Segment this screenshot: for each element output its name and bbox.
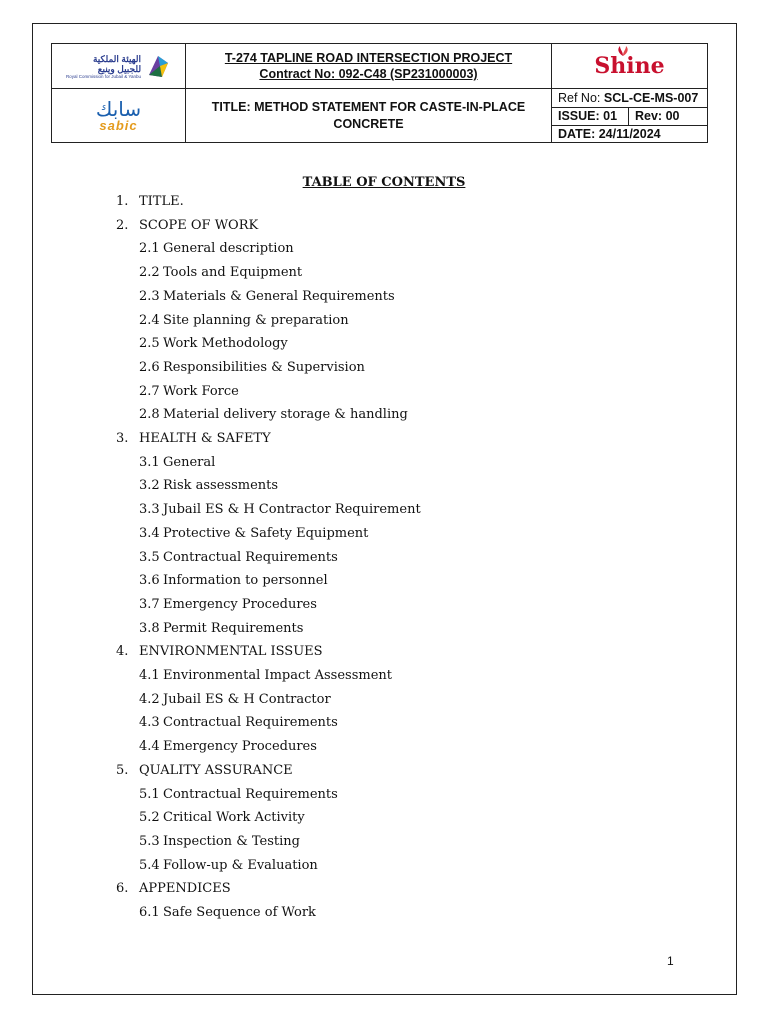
ref-label: Ref No: [558, 90, 604, 105]
toc-title: Jubail ES & H Contractor [163, 691, 331, 707]
sabic-arabic: سابك [95, 97, 142, 121]
toc-number: 2.5 [139, 336, 160, 352]
toc-subitem [139, 858, 318, 874]
toc-title: Inspection & Testing [163, 833, 300, 849]
toc-title: Site planning & preparation [163, 312, 349, 328]
toc-subitem [139, 739, 317, 755]
toc-number: 4. [116, 644, 129, 660]
toc-subitem [139, 313, 349, 329]
toc-title: Work Force [163, 383, 239, 399]
toc-title: TITLE. [139, 194, 184, 209]
toc-subitem [139, 550, 338, 566]
sabic-logo [52, 89, 186, 143]
toc-subitem [139, 384, 239, 400]
toc-number: 3.6 [139, 573, 160, 589]
toc-number: 3.5 [139, 549, 160, 565]
project-title: T-274 TAPLINE ROAD INTERSECTION PROJECT [224, 51, 513, 65]
toc-item [116, 763, 293, 779]
toc-title: Critical Work Activity [163, 810, 305, 826]
toc-subitem [139, 502, 421, 518]
toc-number: 3.7 [139, 596, 160, 612]
meta-cell [552, 89, 708, 143]
toc-subitem [139, 478, 278, 494]
toc-title: Tools and Equipment [163, 265, 303, 281]
issue-number: ISSUE: 01 [552, 107, 629, 125]
toc-number: 3.3 [139, 502, 160, 518]
contract-number: Contract No: 092-C48 (SP231000003) [259, 67, 478, 81]
toc-number: 3. [116, 431, 129, 446]
shine-logo-cell [552, 44, 708, 89]
toc-subitem [139, 715, 338, 731]
toc-number: 6. [116, 881, 129, 897]
toc-item [116, 431, 271, 447]
toc-number: 5.2 [139, 810, 160, 826]
toc-number: 2.7 [139, 383, 160, 399]
rc-arabic-line2: للجبيل وينبع [97, 63, 142, 74]
royal-commission-emblem-icon [145, 53, 171, 79]
project-cell [186, 44, 552, 89]
toc-number: 3.1 [139, 454, 160, 470]
toc-number: 5.4 [139, 857, 160, 873]
toc-title: Contractual Requirements [163, 786, 338, 802]
toc-title: Emergency Procedures [163, 596, 317, 612]
toc-number: 4.4 [139, 739, 160, 755]
toc-title: HEALTH & SAFETY [139, 431, 271, 446]
toc-subitem [139, 597, 317, 613]
toc-number: 2. [116, 217, 129, 233]
toc-subitem [139, 289, 395, 305]
toc-number: 2.2 [139, 265, 160, 281]
toc-subitem [139, 336, 288, 352]
toc-title: Emergency Procedures [163, 739, 317, 755]
toc-subitem [139, 455, 215, 471]
toc-number: 5.1 [139, 786, 160, 802]
toc-heading: TABLE OF CONTENTS [302, 175, 466, 190]
toc-title: Work Methodology [163, 336, 288, 352]
toc-item [116, 218, 258, 234]
toc-number: 3.2 [139, 478, 160, 494]
toc-title: Protective & Safety Equipment [163, 525, 369, 541]
shine-flame-icon [614, 46, 632, 56]
toc-title: Contractual Requirements [163, 715, 338, 731]
toc-number: 4.1 [139, 668, 160, 683]
toc-number: 4.2 [139, 691, 160, 707]
toc-subitem [139, 241, 294, 257]
toc-subitem [139, 360, 365, 376]
rc-english-name: Royal Commission for Jubail & Yanbu [65, 73, 142, 79]
toc-subitem [139, 692, 331, 708]
toc-subitem [139, 810, 305, 826]
toc-title: SCOPE OF WORK [139, 217, 259, 233]
toc-subitem [139, 407, 408, 423]
toc-number: 3.4 [139, 525, 160, 541]
toc-title: Follow-up & Evaluation [163, 857, 318, 873]
toc-title: Material delivery storage & handling [163, 407, 408, 423]
toc-subitem [139, 905, 316, 921]
toc-title: Materials & General Requirements [163, 288, 395, 304]
toc-number: 2.3 [139, 288, 160, 304]
toc-subitem [139, 621, 303, 637]
toc-number: 2.1 [139, 241, 160, 257]
toc-number: 3.8 [139, 620, 160, 636]
toc-title: General description [163, 241, 294, 257]
toc-subitem [139, 834, 300, 850]
toc-item [116, 194, 184, 210]
revision-number: Rev: 00 [629, 107, 708, 125]
royal-commission-logo [52, 44, 186, 89]
toc-number: 2.4 [139, 312, 160, 328]
toc-subitem [139, 526, 368, 542]
toc-title: Risk assessments [163, 478, 279, 494]
shine-logo [594, 52, 665, 79]
toc-title: Environmental Impact Assessment [163, 668, 392, 683]
toc-item [116, 644, 323, 660]
issue-date: DATE: 24/11/2024 [558, 126, 661, 141]
toc-title: APPENDICES [139, 881, 231, 897]
toc-title: ENVIRONMENTAL ISSUES [139, 644, 323, 660]
ref-value: SCL-CE-MS-007 [603, 90, 699, 105]
toc-title: Jubail ES & H Contractor Requirement [163, 502, 421, 518]
rc-arabic-line1: الهيئة الملكية [92, 53, 142, 64]
toc-title: Contractual Requirements [163, 549, 338, 565]
toc-number: 1. [116, 194, 129, 209]
toc-title: General [163, 454, 216, 470]
toc-title: QUALITY ASSURANCE [139, 762, 293, 778]
toc-number: 2.6 [139, 359, 160, 375]
page-number: 1 [667, 954, 674, 968]
toc-number: 5. [116, 762, 129, 778]
toc-title: Information to personnel [163, 573, 328, 589]
toc-title: Safe Sequence of Work [163, 905, 316, 920]
shine-logo-text: Shine [594, 52, 665, 79]
document-title: TITLE: METHOD STATEMENT FOR CASTE-IN-PLACE CONCRETE [186, 89, 552, 143]
toc-title: Responsibilities & Supervision [163, 359, 365, 375]
toc-subitem [139, 573, 328, 589]
document-header [51, 43, 708, 143]
ref-number [552, 89, 707, 107]
toc-number: 2.8 [139, 407, 160, 423]
toc-number: 4.3 [139, 715, 160, 731]
toc-subitem [139, 668, 392, 684]
toc-subitem [139, 787, 338, 803]
toc-subitem [139, 265, 302, 281]
toc-title: Permit Requirements [163, 620, 304, 636]
toc-number: 6.1 [139, 905, 160, 920]
toc-item [116, 881, 231, 897]
sabic-english: sabic [99, 118, 138, 133]
toc-number: 5.3 [139, 833, 160, 849]
